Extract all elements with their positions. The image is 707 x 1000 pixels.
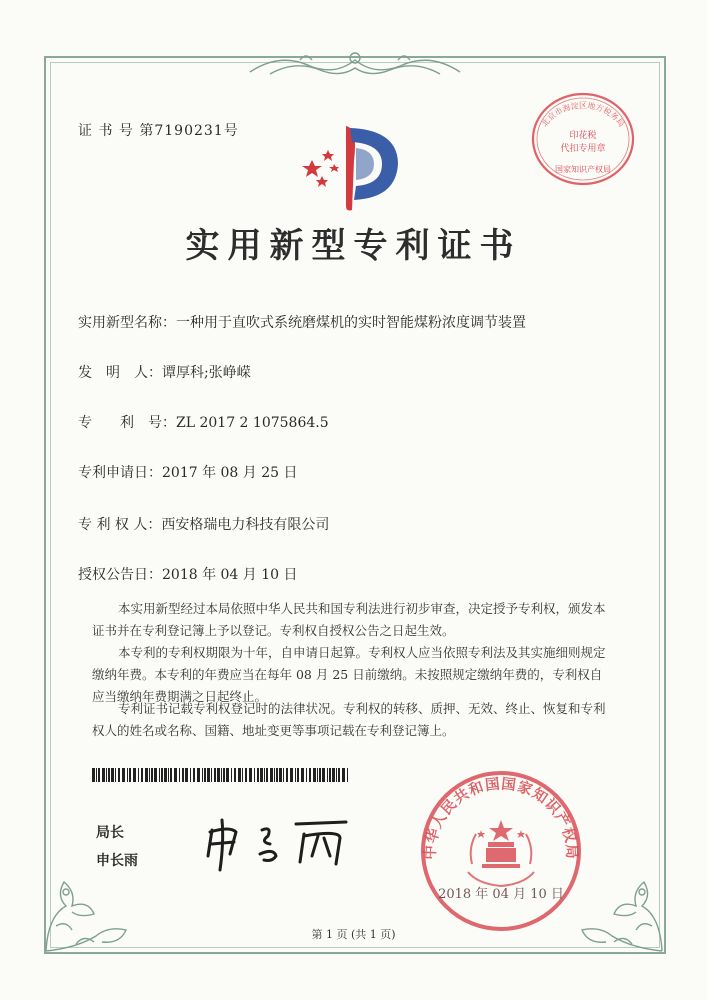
barcode-bar: [197, 768, 200, 782]
barcode-bar: [270, 768, 273, 782]
field-patent-number: [78, 412, 329, 432]
barcode-bar: [327, 768, 328, 782]
barcode-bar: [185, 768, 188, 782]
official-seal: [418, 768, 584, 934]
barcode-bar: [313, 768, 316, 782]
barcode-bar: [202, 768, 203, 782]
barcode-bar: [96, 768, 97, 782]
field-value: ZL 2017 2 1075864.5: [176, 415, 329, 431]
barcode-bar: [254, 768, 255, 782]
field-label: 专 利 号：: [78, 415, 176, 431]
seal-ring-text: 中华人民共和国国家知识产权局: [422, 776, 580, 860]
page-number: 第 1 页 (共 1 页): [311, 928, 396, 941]
barcode-bar: [306, 768, 307, 782]
barcode-bar: [168, 768, 169, 782]
svg-text:中华人民共和国国家知识产权局: [422, 774, 581, 860]
barcode-bar: [290, 768, 293, 782]
certificate-number-label: 证 书 号 第: [78, 123, 155, 139]
field-value: 一种用于直吹式系统磨煤机的实时智能煤粉浓度调节装置: [176, 315, 526, 331]
director-name: 申长雨: [96, 853, 138, 869]
barcode-bar: [336, 768, 337, 782]
barcode-bar: [238, 768, 241, 782]
barcode-bar: [276, 768, 278, 782]
tax-stamp-line-1: 印花税: [569, 131, 597, 141]
field-label: 发 明 人：: [78, 365, 162, 381]
barcode-bar: [257, 768, 259, 782]
barcode-bar: [174, 768, 177, 782]
barcode-bar: [182, 768, 184, 782]
barcode-bar: [133, 768, 136, 782]
barcode-bar: [106, 768, 107, 782]
top-ornament: [240, 48, 470, 82]
barcode-bar: [154, 768, 157, 782]
barcode-bar: [170, 768, 172, 782]
barcode-bar: [211, 768, 212, 782]
barcode-bar: [98, 768, 100, 782]
field-application-date: [78, 462, 298, 482]
certificate-number-suffix: 号: [223, 123, 239, 139]
barcode-bar: [274, 768, 275, 782]
barcode-bar: [342, 768, 345, 782]
barcode-bar: [145, 768, 148, 782]
barcode-bar: [122, 768, 125, 782]
barcode-bar: [317, 768, 318, 782]
certificate-title: 实用新型专利证书: [185, 226, 522, 266]
barcode-bar: [118, 768, 120, 782]
barcode-bar: [204, 768, 206, 782]
certificate-number-value: 7190231: [154, 123, 224, 139]
barcode-bar: [111, 768, 114, 782]
seal-date: 2018 年 04 月 10 日: [438, 887, 564, 902]
barcode-bar: [332, 768, 335, 782]
barcode-bar: [260, 768, 263, 782]
barcode-bar: [108, 768, 110, 782]
term-paragraph: 本专利的专利权期限为十年，自申请日起算。专利权人应当依照专利法及其实施细则规定缴纳年费。本专利的年费应当在每年 08 月 25 日前缴纳。未按照规定缴纳年费的，专利权自应当缴纳年费期满之日起终止。: [92, 645, 606, 704]
field-value: 2017 年 08 月 25 日: [162, 465, 298, 481]
barcode-bar: [115, 768, 116, 782]
tax-stamp: [522, 88, 644, 190]
field-label: 专利申请日：: [78, 465, 162, 481]
director-signature: [200, 812, 360, 872]
legal-status-paragraph: 专利证书记载专利权登记时的法律状况。专利权的转移、质押、无效、终止、恢复和专利权人的姓名或名称、国籍、地址变更等事项记载在专利登记簿上。: [92, 701, 606, 738]
field-value: 谭厚科;张峥嵘: [162, 365, 251, 381]
barcode-bar: [231, 768, 232, 782]
barcode-bar: [245, 768, 247, 782]
barcode-bar: [264, 768, 265, 782]
barcode-bar: [138, 768, 139, 782]
certificate-number: [78, 120, 239, 140]
field-label: 实用新型名称：: [78, 315, 176, 331]
field-label: 专 利 权 人：: [78, 517, 162, 533]
field-value: 2018 年 04 月 10 日: [162, 567, 298, 583]
field-value: 西安格瑞电力科技有限公司: [161, 517, 330, 533]
barcode-bar: [338, 768, 340, 782]
barcode-bar: [217, 768, 220, 782]
barcode: [92, 768, 354, 782]
barcode-bar: [161, 768, 163, 782]
barcode-bar: [329, 768, 331, 782]
tax-stamp-ring-text: 北京市海淀区地方税务局: [539, 101, 627, 129]
barcode-bar: [207, 768, 210, 782]
barcode-bar: [297, 768, 299, 782]
field-inventor: [78, 362, 251, 382]
barcode-bar: [179, 768, 180, 782]
barcode-bar: [223, 768, 225, 782]
barcode-bar: [129, 768, 131, 782]
barcode-bar: [226, 768, 229, 782]
tax-stamp-line-2: 代扣专用章: [560, 144, 606, 154]
field-patentee: [78, 514, 329, 534]
director-title: 局长: [96, 825, 124, 841]
barcode-bar: [164, 768, 167, 782]
patent-office-logo: [294, 120, 414, 212]
field-grant-date: [78, 564, 298, 584]
barcode-bar: [279, 768, 282, 782]
barcode-bar: [214, 768, 216, 782]
barcode-bar: [295, 768, 296, 782]
barcode-bar: [159, 768, 160, 782]
barcode-bar: [242, 768, 243, 782]
grant-paragraph: 本实用新型经过本局依照中华人民共和国专利法进行初步审查，决定授予专利权，颁发本证书并在专利登记簿上予以登记。专利权自授权公告之日起生效。: [92, 601, 606, 638]
barcode-bar: [322, 768, 325, 782]
barcode-bar: [301, 768, 304, 782]
barcode-bar: [151, 768, 153, 782]
barcode-bar: [283, 768, 284, 782]
barcode-bar: [221, 768, 222, 782]
barcode-bar: [319, 768, 321, 782]
barcode-bar: [193, 768, 195, 782]
tax-stamp-bottom-text: 国家知识产权局: [555, 165, 611, 174]
field-utility-model-name: [78, 312, 526, 332]
bottom-left-ornament: [36, 856, 146, 962]
barcode-bar: [266, 768, 268, 782]
barcode-bar: [234, 768, 236, 782]
barcode-bar: [190, 768, 191, 782]
barcode-bar: [347, 768, 348, 782]
barcode-bar: [141, 768, 143, 782]
barcode-bar: [102, 768, 105, 782]
field-label: 授权公告日：: [78, 567, 162, 583]
barcode-bar: [309, 768, 311, 782]
barcode-bar: [286, 768, 288, 782]
barcode-bar: [92, 768, 95, 782]
barcode-bar: [127, 768, 128, 782]
barcode-bar: [249, 768, 252, 782]
barcode-bar: [149, 768, 150, 782]
